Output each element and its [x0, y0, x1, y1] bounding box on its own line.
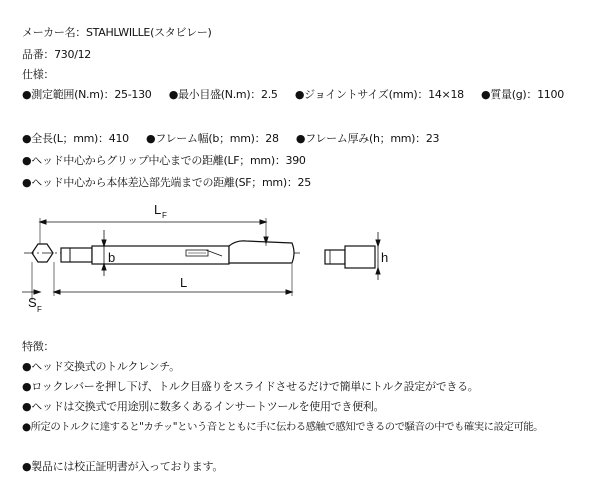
- spec-sf: ●ヘッド中心から本体差込部先端までの距離(SF；mm)：25: [22, 176, 311, 189]
- label-lf-sub: F: [162, 211, 167, 220]
- label-sf-main: S: [28, 295, 37, 310]
- feature-item: ●所定のトルクに達すると"カチッ"という音とともに手に伝わる感触で感知できるので騒音の中でも確実に設定可能。: [22, 421, 544, 433]
- spec-range: ●測定範囲(N.m)：25-130: [22, 88, 152, 101]
- spec-frame-thickness: ●フレーム厚み(h；mm)：23: [295, 132, 440, 145]
- maker-line: メーカー名：STAHLWILLE(スタビレー): [22, 26, 212, 39]
- part-number-line: 品番：730/12: [22, 48, 91, 61]
- spec-lf: ●ヘッド中心からグリップ中心までの距離(LF；mm)：390: [22, 154, 306, 167]
- label-sf-sub: F: [37, 305, 42, 314]
- side-view-frame: [345, 246, 375, 268]
- label-h: h: [381, 250, 389, 265]
- spec-joint-size: ●ジョイントサイズ(mm)：14×18: [294, 88, 464, 101]
- label-lf-main: L: [154, 202, 162, 217]
- spec-min-scale: ●最小目盛(N.m)：2.5: [168, 88, 278, 101]
- spec-frame-width: ●フレーム幅(b；mm)：28: [146, 132, 279, 145]
- feature-item: ●ロックレバーを押し下げ、トルク目盛りをスライドさせるだけで簡単にトルク設定ができる。: [22, 380, 479, 393]
- certificate-note: ●製品には校正証明書が入っております。: [22, 460, 224, 473]
- label-b: b: [108, 250, 116, 265]
- side-view-insert: [325, 250, 345, 264]
- spec-heading: 仕様：: [22, 68, 55, 81]
- label-l: L: [180, 275, 188, 290]
- feature-item: ●ヘッド交換式のトルクレンチ。: [22, 360, 180, 373]
- spec-mass: ●質量(g)：1100: [481, 88, 564, 101]
- wrench-grip: [229, 241, 294, 263]
- features-heading: 特徴：: [22, 340, 55, 353]
- spec-length: ●全長(L；mm)：410: [22, 132, 129, 145]
- feature-item: ●ヘッドは交換式で用途別に数多くあるインサートツールを使用でき便利。: [22, 400, 385, 413]
- wrench-insert: [61, 248, 92, 262]
